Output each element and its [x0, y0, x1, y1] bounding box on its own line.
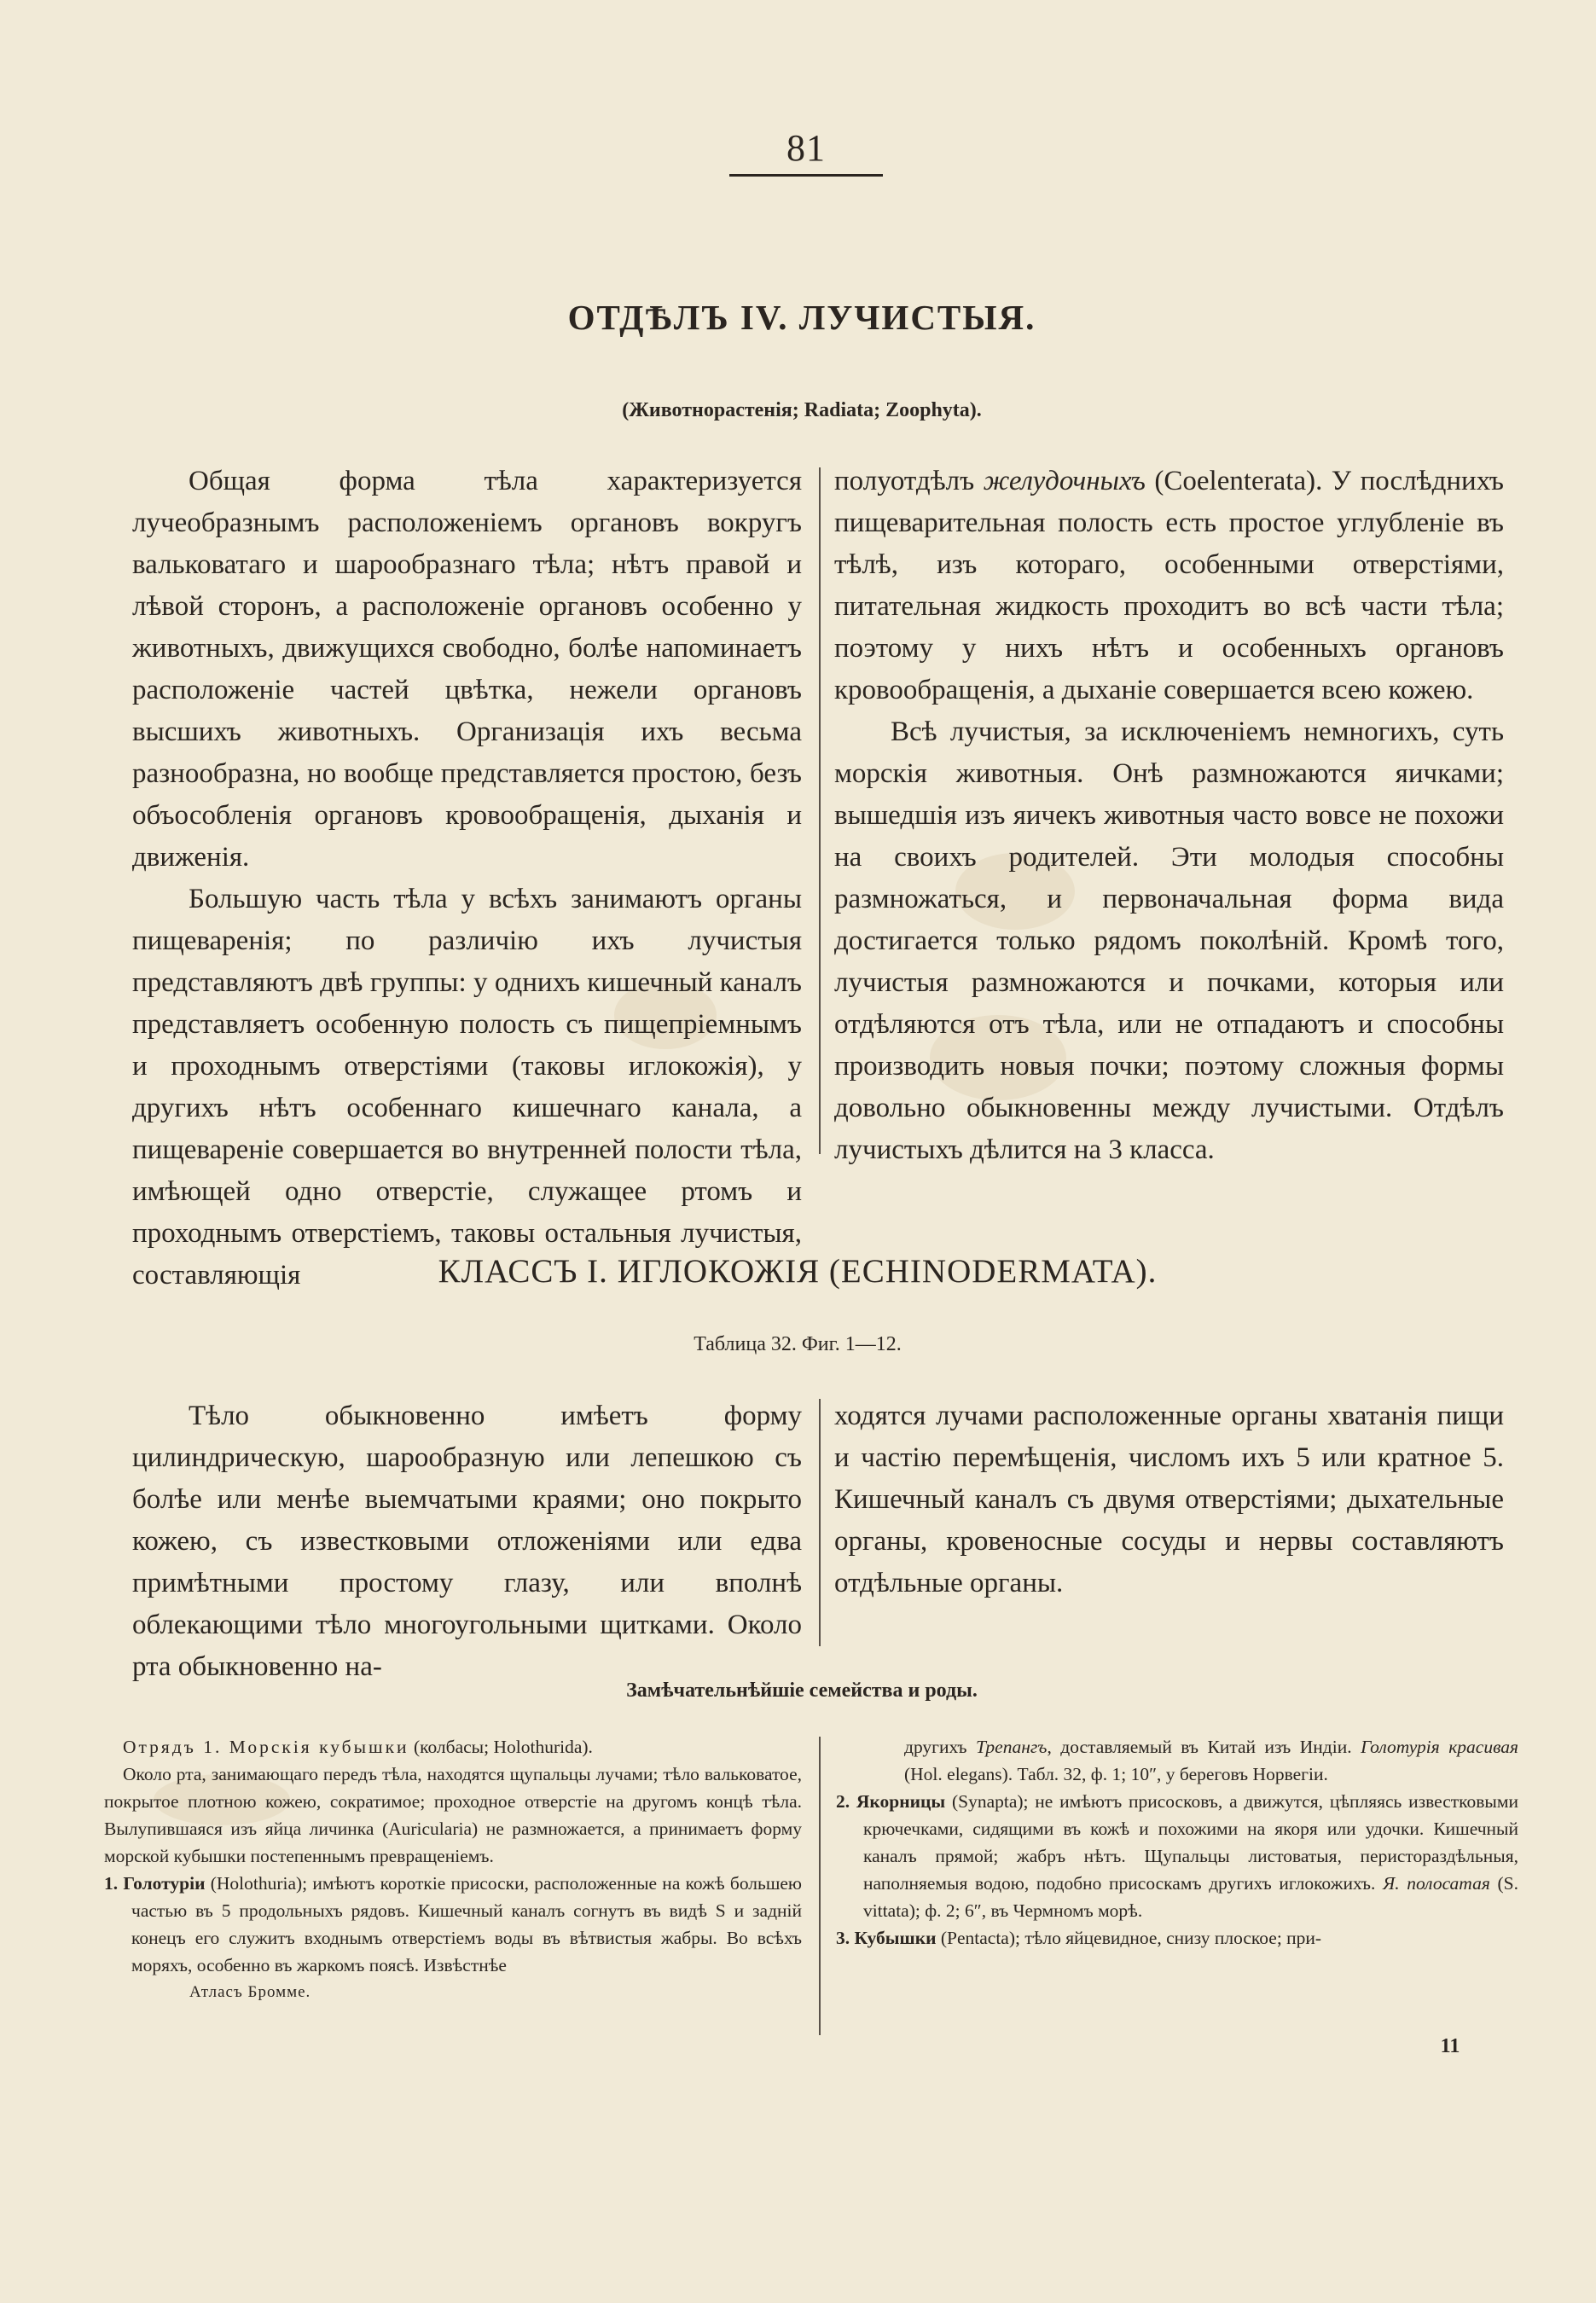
class-paragraph: Тѣло обыкновенно имѣетъ форму цилиндрическую, шарообразную или лепешкою съ болѣе или менѣе выемчатыми краями; оно покрыто кожею, съ известковыми отложеніями или едва примѣтными простому глазу, или вполнѣ облекающими тѣло многоугольными щитками. Около рта обыкновенно на-	[132, 1401, 802, 1682]
holothuria-elegans-term: Голотурія красивая	[1361, 1737, 1519, 1757]
families-left-column	[104, 1733, 802, 2006]
column-divider	[819, 467, 821, 1154]
class-title: КЛАССЪ I. ИГЛОКОЖІЯ (ECHINODERMATA).	[438, 1253, 1158, 1290]
section-title: ОТДѢЛЪ IV. ЛУЧИСТЫЯ.	[567, 298, 1036, 337]
family-item-1-continued	[836, 1733, 1518, 1788]
class-left-column	[132, 1395, 802, 1688]
family-item-2-text-b: (S. vittata); ф. 2; 6″, въ Чермномъ морѣ.	[863, 1873, 1518, 1921]
right-text-a: другихъ	[904, 1737, 976, 1757]
intro-left-column	[132, 461, 802, 1297]
intro-right-text-b: (Coelenterata). У послѣднихъ пищеварительная полость есть простое углубленіе въ тѣлѣ, изъ котораго, особенными отверстіями, питательная жидкость проходитъ во всѣ части тѣла; поэтому у нихъ нѣтъ и особенныхъ органовъ кровообращенія, а дыханіе совершается всею кожею.	[834, 466, 1504, 705]
family-item-1-text: (Holothuria); имѣютъ короткіе присоски, расположенные на кожѣ большею частью въ 5 продольныхъ рядовъ. Кишечный каналъ согнутъ въ видѣ S и задній конецъ его служитъ входнымъ отверстіемъ воды въ вѣтвистыя жабры. Во всѣхъ моряхъ, особенно въ жаркомъ поясѣ. Извѣстнѣе	[131, 1873, 802, 1975]
families-right-column	[836, 1733, 1518, 1952]
family-item-3-name: 3. Кубышки	[836, 1928, 937, 1948]
order-heading	[104, 1733, 802, 1761]
synapta-vittata-term: Я. полосатая	[1383, 1873, 1490, 1894]
right-text-b: , доставляемый въ Китай изъ Индіи.	[1047, 1737, 1361, 1757]
intro-paragraph-1: Общая форма тѣла характеризуется лучеобразнымъ расположеніемъ органовъ вокругъ вальковатаго и шарообразнаго тѣла; нѣтъ правой и лѣвой сторонъ, а расположеніе органовъ особенно у животныхъ, движущихся свободно, болѣе напоминаетъ расположеніе частей цвѣтка, нежели органовъ высшихъ животныхъ. Организація ихъ весьма разнообразна, но вообще представляется простою, безъ объособленія органовъ кровообращенія, дыханія и движенія.	[132, 466, 802, 873]
family-item-2	[836, 1788, 1518, 1924]
printer-signature: Атласъ Бромме.	[189, 1983, 311, 2001]
intro-right-paragraph-1	[834, 461, 1504, 711]
family-item-1-name: 1. Голотуріи	[104, 1873, 206, 1894]
family-item-2-name: 2. Якорницы	[836, 1791, 946, 1812]
family-item-1	[104, 1870, 802, 1979]
sheet-number: 11	[1440, 2035, 1460, 2057]
intro-right-text-a: полуотдѣлъ	[834, 466, 984, 496]
order-description: Около рта, занимающаго передъ тѣла, находятся щупальцы лучами; тѣло вальковатое, покрытое плотною кожею, сократимое; проходное отверстіе на другомъ концѣ тѣла. Вылупившаяся изъ яйца личинка (Auricularia) не размножается, а принимаетъ форму морской кубышки постепеннымъ превращеніемъ.	[104, 1764, 802, 1866]
intro-paragraph-2: Большую часть тѣла у всѣхъ занимаютъ органы пищеваренія; по различію ихъ лучистыя представляютъ двѣ группы: у однихъ кишечный каналъ представляетъ особенную полость съ пищепріемнымъ и проходнымъ отверстіями (таковы иглокожія), у другихъ нѣтъ особеннаго кишечнаго канала, а пищевареніе совершается во внутренней полости тѣла, имѣющей одно отверстіе, служащее ртомъ и проходнымъ отверстіемъ, таковы остальныя лучистыя, составляющія	[132, 884, 802, 1291]
family-item-3-text: (Pentacta); тѣло яйцевидное, снизу плоское; при-	[936, 1928, 1322, 1948]
column-divider	[819, 1737, 821, 2035]
coelenterata-italic-term: желудочныхъ	[983, 466, 1146, 496]
order-latin: (колбасы; Holothurida).	[409, 1737, 593, 1757]
page-number: 81	[786, 127, 826, 169]
families-title: Замѣчательнѣйшіе семейства и роды.	[626, 1679, 978, 1702]
class-paragraph-continued: ходятся лучами расположенные органы хватанія пищи и частію перемѣщенія, числомъ ихъ 5 или кратное 5. Кишечный каналъ съ двумя отверстіями; дыхательные органы, кровеносные сосуды и нервы составляютъ отдѣльные органы.	[834, 1401, 1504, 1598]
trepang-term: Трепангъ	[976, 1737, 1048, 1757]
column-divider	[819, 1399, 821, 1646]
table-reference: Таблица 32. Фиг. 1—12.	[694, 1333, 902, 1355]
intro-right-column	[834, 461, 1504, 1171]
page-number-rule	[729, 174, 883, 177]
right-text-c: (Hol. elegans). Табл. 32, ф. 1; 10″, у береговъ Норвегіи.	[904, 1764, 1328, 1784]
section-subtitle: (Животнорастенія; Radiata; Zoophyta).	[622, 399, 982, 421]
order-label: Отрядъ 1. Морскія кубышки	[123, 1737, 409, 1757]
family-item-3	[836, 1924, 1518, 1952]
family-item-2-text-a: (Synapta); не имѣютъ присосковъ, а движутся, цѣпляясь известковыми крючечками, сидящими въ кожѣ и похожими на якоря или удочки. Кишечный каналъ прямой; жабръ нѣтъ. Щупальцы листоватыя, перистораздѣльныя, наполняемыя водою, подобно присоскамъ другихъ иглокожихъ.	[863, 1791, 1518, 1894]
class-right-column	[834, 1395, 1504, 1604]
intro-right-paragraph-2: Всѣ лучистыя, за исключеніемъ немногихъ, суть морскія животныя. Онѣ размножаются яичками; вышедшія изъ яичекъ животныя часто вовсе не похожи на своихъ родителей. Эти молодыя способны размножаться, и первоначальная форма вида достигается только рядомъ поколѣній. Кромѣ того, лучистыя размножаются и почками, которыя или отдѣляются отъ тѣла, или не отпадаютъ и способны производить новыя почки; поэтому сложныя формы довольно обыкновенны между лучистыми. Отдѣлъ лучистыхъ дѣлится на 3 класса.	[834, 716, 1504, 1165]
